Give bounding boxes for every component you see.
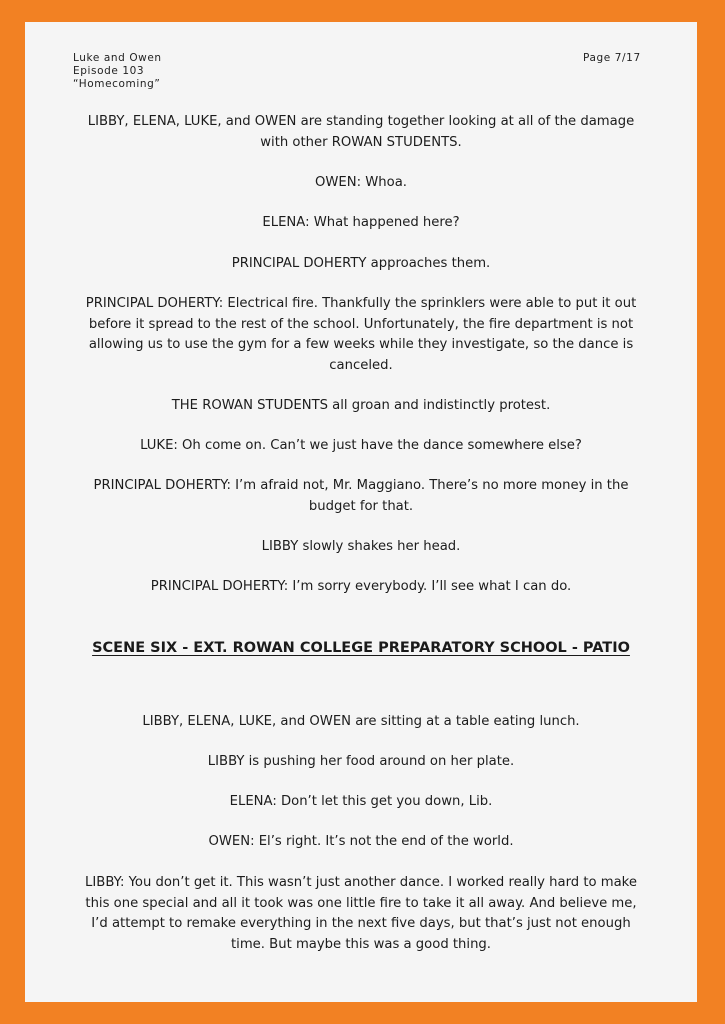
action-line: LIBBY, ELENA, LUKE, and OWEN are sitting at a table eating lunch.	[142, 714, 580, 729]
dialogue-line: ELENA: What happened here?	[262, 215, 460, 230]
dialogue-line: PRINCIPAL DOHERTY: Electrical fire. Thankfully the sprinklers were able to put it out before it spread to the rest of the school. Unfortunately, the fire department is not allowing us to use the gym for a few weeks while they investigate, so the dance is canceled.	[85, 296, 637, 373]
script-page	[25, 22, 697, 1002]
action-line: LIBBY is pushing her food around on her plate.	[207, 754, 515, 769]
dialogue-line: ELENA: Don’t let this get you down, Lib.	[229, 794, 493, 809]
dialogue-line: OWEN: El’s right. It’s not the end of the world.	[208, 834, 514, 849]
dialogue-line: PRINCIPAL DOHERTY: I’m afraid not, Mr. Maggiano. There’s no more money in the budget for that.	[93, 478, 629, 514]
scene-heading: SCENE SIX - EXT. ROWAN COLLEGE PREPARATORY SCHOOL - PATIO	[92, 640, 630, 656]
action-line: LIBBY, ELENA, LUKE, and OWEN are standing together looking at all of the damage with other ROWAN STUDENTS.	[87, 114, 635, 150]
page-number: Page 7/17	[583, 52, 641, 64]
action-line: THE ROWAN STUDENTS all groan and indistinctly protest.	[171, 398, 551, 413]
episode-number: Episode 103	[73, 65, 145, 77]
page-header-left	[73, 52, 162, 91]
action-line: LIBBY slowly shakes her head.	[261, 539, 461, 554]
episode-title: “Homecoming”	[73, 78, 161, 90]
dialogue-line: OWEN: Whoa.	[315, 175, 407, 190]
dialogue-line: LUKE: Oh come on. Can’t we just have the dance somewhere else?	[140, 438, 582, 453]
action-line: PRINCIPAL DOHERTY approaches them.	[231, 256, 491, 271]
dialogue-line: PRINCIPAL DOHERTY: I’m sorry everybody. I’ll see what I can do.	[150, 579, 572, 594]
dialogue-line: LIBBY: You don’t get it. This wasn’t just another dance. I worked really hard to make this one special and all it took was one little fire to take it all away. And believe me, I’d attempt to remake everything in the next five days, but that’s just not enough time. But maybe this was a good thing.	[85, 875, 637, 952]
show-title: Luke and Owen	[73, 52, 162, 64]
